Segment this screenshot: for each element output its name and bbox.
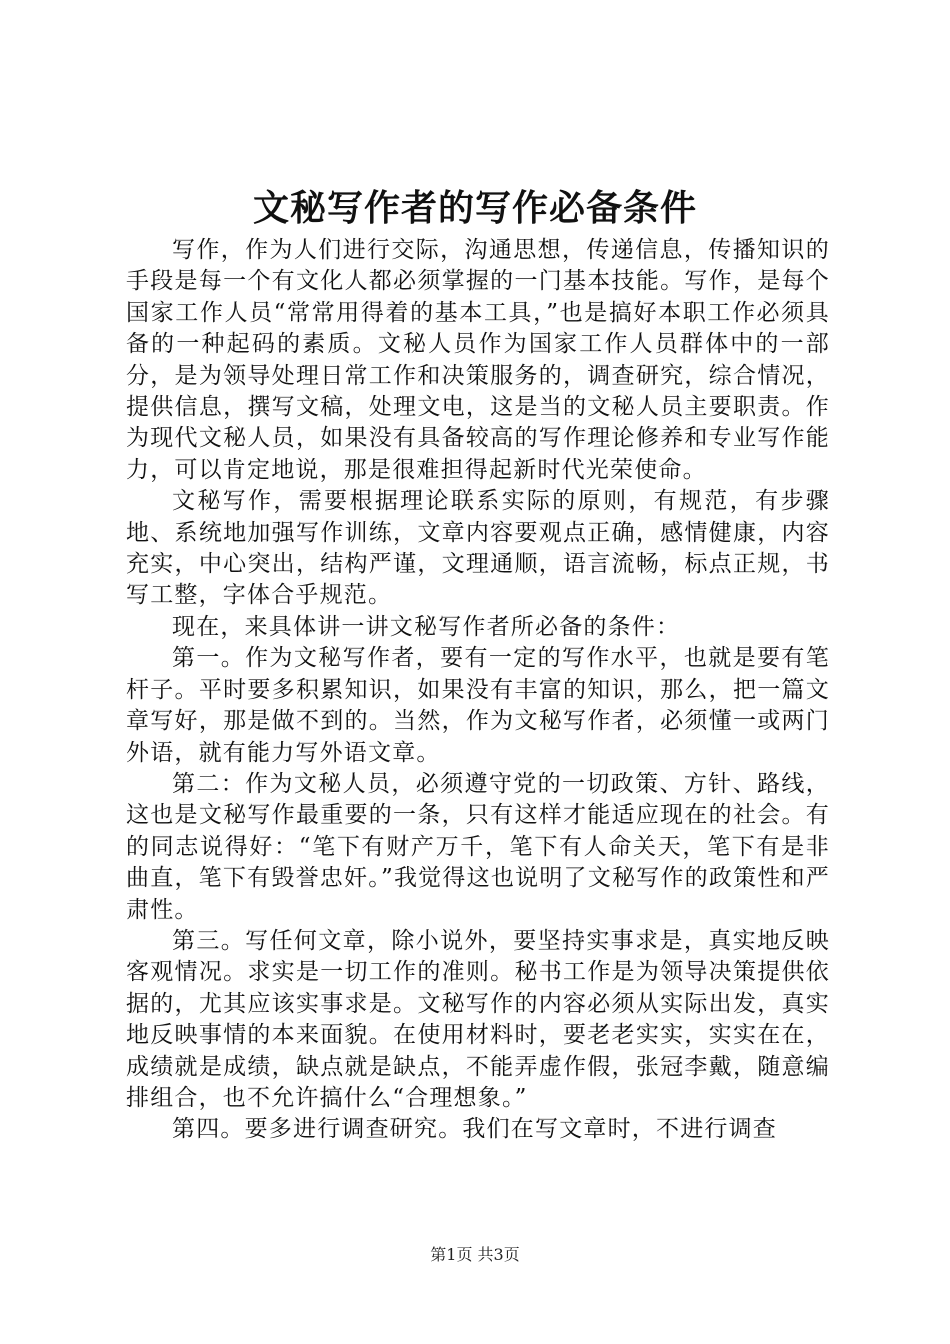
paragraph-first-condition: 第一。作为文秘写作者，要有一定的写作水平，也就是要有笔杆子。平时要多积累知识，如果没有丰富的知识，那么，把一篇文章写好，那是做不到的。当然，作为文秘写作者，必须懂一或两门外语，就有能力写外语文章。 [126,645,830,766]
page-footer: 第1页 共3页 [430,1245,520,1264]
paragraph-training: 文秘写作，需要根据理论联系实际的原则，有规范，有步骤地、系统地加强写作训练，文章内容要观点正确，感情健康，内容充实，中心突出，结构严谨，文理通顺，语言流畅，标点正规，书写工整，字体合乎规范。 [126,488,830,609]
paragraph-intro: 写作，作为人们进行交际，沟通思想，传递信息，传播知识的手段是每一个有文化人都必须掌握的一门基本技能。写作，是每个国家工作人员“常常用得着的基本工具，”也是搞好本职工作必须具备的一种起码的素质。文秘人员作为国家工作人员群体中的一部分，是为领导处理日常工作和决策服务的，调查研究，综合情况，提供信息，撰写文稿，处理文电，这是当的文秘人员主要职责。作为现代文秘人员，如果没有具备较高的写作理论修养和专业写作能力，可以肯定地说，那是很难担得起新时代光荣使命。 [126,237,830,483]
paragraph-second-condition: 第二：作为文秘人员，必须遵守党的一切政策、方针、路线，这也是文秘写作最重要的一条，只有这样才能适应现在的社会。有的同志说得好：“笔下有财产万千，笔下有人命关天，笔下有是非曲直，笔下有毁誉忠奸。”我觉得这也说明了文秘写作的政策性和严肃性。 [126,770,830,923]
document-title: 文秘写作者的写作必备条件 [252,187,697,229]
document-body [126,235,830,1146]
paragraph-fourth-condition: 第四。要多进行调查研究。我们在写文章时，不进行调查 [172,1116,777,1143]
paragraph-third-condition: 第三。写任何文章，除小说外，要坚持实事求是，真实地反映客观情况。求实是一切工作的准则。秘书工作是为领导决策提供依据的，尤其应该实事求是。文秘写作的内容必须从实际出发，真实地反映事情的本来面貌。在使用材料时，要老老实实，实实在在，成绩就是成绩，缺点就是缺点，不能弄虚作假，张冠李戴，随意编排组合，也不允许搞什么“合理想象。” [126,927,830,1111]
paragraph-transition: 现在，来具体讲一讲文秘写作者所必备的条件： [172,613,681,640]
